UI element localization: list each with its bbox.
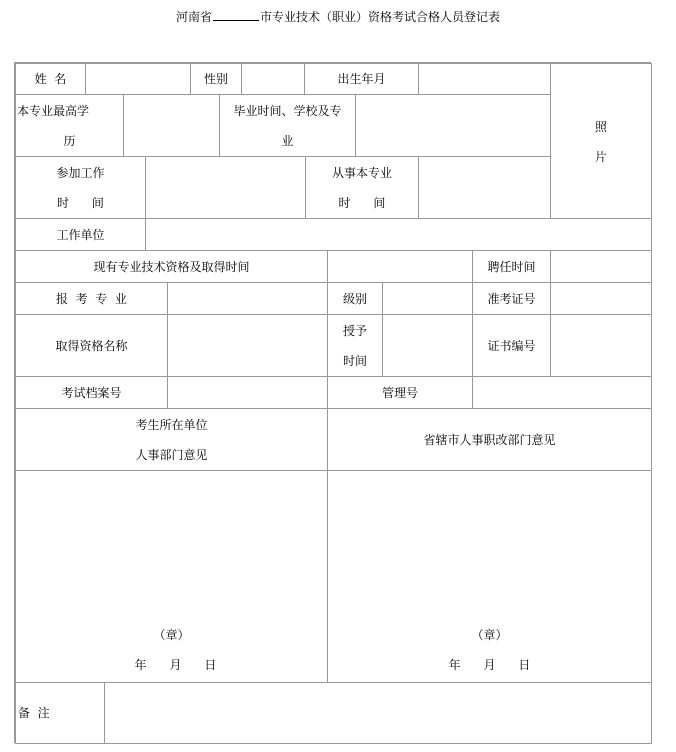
- education-label-2: 历: [63, 133, 76, 148]
- archive-number-value[interactable]: [167, 376, 328, 409]
- remarks-value[interactable]: [104, 682, 652, 744]
- work-start-value[interactable]: [145, 156, 306, 219]
- gender-value[interactable]: [241, 63, 305, 95]
- granted-time-label-1: 授予: [342, 323, 367, 338]
- ticket-number-value[interactable]: [550, 282, 652, 315]
- province-opinion-area[interactable]: [327, 470, 652, 683]
- graduation-label: [219, 94, 356, 157]
- level-label: 级别: [327, 282, 383, 315]
- unit-opinion-label-1: 考生所在单位: [135, 417, 208, 432]
- remarks-label: 备 注: [15, 682, 105, 744]
- province-opinion-label: 省辖市人事职改部门意见: [327, 408, 652, 471]
- education-label-1: 本专业最高学: [17, 103, 90, 118]
- management-number-label: 管理号: [327, 376, 473, 409]
- title-province: 河南省: [175, 10, 212, 24]
- unit-opinion-label: [15, 408, 328, 471]
- current-qualification-label: 现有专业技术资格及取得时间: [15, 250, 328, 283]
- unit-date-text: 年 月 日: [134, 658, 217, 672]
- certificate-number-value[interactable]: [550, 314, 652, 377]
- apply-major-label: 报 考 专 业: [15, 282, 168, 315]
- hire-time-label: 聘任时间: [472, 250, 551, 283]
- work-start-label-1: 参加工作: [56, 165, 105, 180]
- education-label: [15, 94, 124, 157]
- management-number-value[interactable]: [472, 376, 652, 409]
- archive-number-label: 考试档案号: [15, 376, 168, 409]
- hire-time-value[interactable]: [550, 250, 652, 283]
- engage-time-value[interactable]: [418, 156, 551, 219]
- current-qualification-value[interactable]: [327, 250, 473, 283]
- name-value[interactable]: [85, 63, 191, 95]
- ticket-number-label: 准考证号: [472, 282, 551, 315]
- apply-major-value[interactable]: [167, 282, 328, 315]
- employer-value[interactable]: [145, 218, 652, 251]
- work-start-label: [15, 156, 146, 219]
- certificate-number-label: 证书编号: [472, 314, 551, 377]
- granted-time-value[interactable]: [382, 314, 473, 377]
- graduation-label-1: 毕业时间、学校及专: [233, 103, 342, 118]
- unit-seal-text: （章）: [153, 628, 190, 642]
- qualification-name-label: 取得资格名称: [15, 314, 168, 377]
- unit-opinion-area[interactable]: [15, 470, 328, 683]
- level-value[interactable]: [382, 282, 473, 315]
- form-title: [0, 8, 676, 25]
- engage-time-label-1: 从事本专业: [331, 165, 392, 180]
- title-main: 市专业技术（职业）资格考试合格人员登记表: [260, 10, 501, 24]
- registration-table: [14, 62, 651, 743]
- name-label: 姓 名: [15, 63, 86, 95]
- graduation-label-2: 业: [281, 133, 294, 148]
- engage-time-label-2: 时 间: [338, 195, 386, 210]
- province-date-text: 年 月 日: [448, 658, 531, 672]
- granted-time-label-2: 时间: [342, 353, 367, 368]
- photo-box[interactable]: [550, 63, 652, 220]
- unit-opinion-label-2: 人事部门意见: [135, 447, 208, 462]
- photo-label-1: 照: [594, 119, 607, 134]
- work-start-label-2: 时 间: [57, 195, 104, 210]
- birth-value[interactable]: [418, 63, 551, 95]
- granted-time-label: [327, 314, 383, 377]
- birth-label: 出生年月: [304, 63, 419, 95]
- qualification-name-value[interactable]: [167, 314, 328, 377]
- city-blank[interactable]: [213, 9, 259, 21]
- graduation-value[interactable]: [355, 94, 551, 157]
- photo-label-2: 片: [594, 149, 607, 164]
- engage-time-label: [305, 156, 419, 219]
- province-seal-text: （章）: [471, 628, 508, 642]
- employer-label: 工作单位: [15, 218, 146, 251]
- gender-label: 性别: [190, 63, 242, 95]
- education-value[interactable]: [123, 94, 220, 157]
